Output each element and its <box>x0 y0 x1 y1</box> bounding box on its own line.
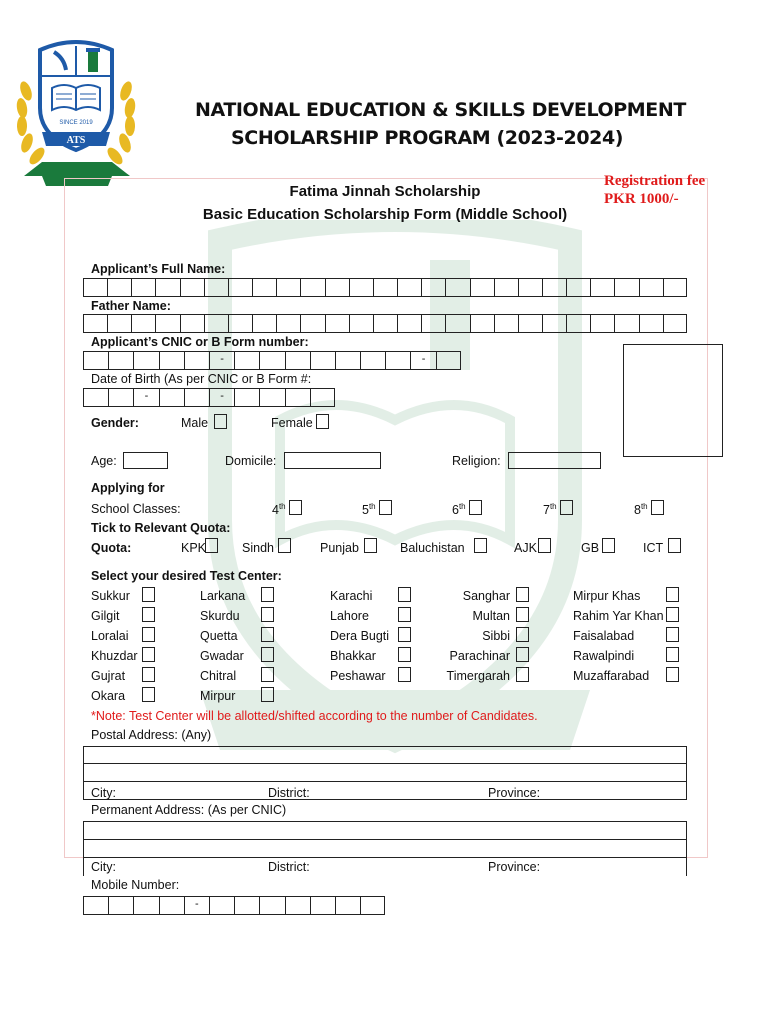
char-box[interactable] <box>133 351 158 370</box>
char-box[interactable] <box>180 278 204 297</box>
quota-sindh-checkbox[interactable] <box>278 538 291 553</box>
center-loralai-checkbox[interactable] <box>142 627 155 642</box>
char-box[interactable] <box>184 351 209 370</box>
postal-city-row[interactable] <box>83 782 687 800</box>
class-number: 4 <box>272 503 279 518</box>
postal-city-label: City: <box>91 786 116 800</box>
center-parachinar-checkbox[interactable] <box>516 647 529 662</box>
class-8-checkbox[interactable] <box>651 500 664 515</box>
father-name-boxes[interactable] <box>83 314 687 333</box>
subtitle-line-2: Basic Education Scholarship Form (Middle School) <box>202 206 568 223</box>
char-box[interactable] <box>204 314 228 333</box>
char-box[interactable] <box>614 314 638 333</box>
center-bhakkar-label: Bhakkar <box>330 649 376 663</box>
char-box[interactable] <box>421 314 445 333</box>
class-5-label <box>362 502 376 517</box>
char-box[interactable] <box>209 896 234 915</box>
postal-address-line-2[interactable] <box>83 764 687 782</box>
char-box[interactable] <box>445 278 469 297</box>
center-rahim-yar-khan-checkbox[interactable] <box>666 607 679 622</box>
char-box[interactable] <box>397 278 421 297</box>
char-box[interactable] <box>373 314 397 333</box>
class-number: 5 <box>362 503 369 518</box>
mobile-number-label: Mobile Number: <box>91 878 180 892</box>
char-box[interactable] <box>131 278 155 297</box>
quota-baluchistan-checkbox[interactable] <box>474 538 487 553</box>
char-box[interactable] <box>204 278 228 297</box>
center-larkana-label: Larkana <box>200 589 246 603</box>
test-center-label: Select your desired Test Center: <box>91 569 282 583</box>
class-6-checkbox[interactable] <box>469 500 482 515</box>
class-4-checkbox[interactable] <box>289 500 302 515</box>
char-box[interactable] <box>566 278 590 297</box>
quota-kpk-checkbox[interactable] <box>205 538 218 553</box>
char-box[interactable] <box>542 314 566 333</box>
char-box[interactable] <box>397 314 421 333</box>
male-label: Male <box>181 416 209 430</box>
title-line-2: SCHOLARSHIP PROGRAM (2023-2024) <box>231 127 624 149</box>
center-peshawar-checkbox[interactable] <box>398 667 411 682</box>
tick-quota-label: Tick to Relevant Quota: <box>91 521 231 535</box>
center-chitral-label: Chitral <box>200 669 237 683</box>
dob-label: Date of Birth (As per CNIC or B Form #: <box>91 372 312 386</box>
center-okara-checkbox[interactable] <box>142 687 155 702</box>
center-chitral-checkbox[interactable] <box>261 667 274 682</box>
char-box[interactable] <box>300 314 324 333</box>
center-multan-label: Multan <box>472 609 510 623</box>
center-sanghar-checkbox[interactable] <box>516 587 529 602</box>
center-khuzdar-checkbox[interactable] <box>142 647 155 662</box>
fee-line-1: Registration fee <box>604 173 706 189</box>
center-karachi-label: Karachi <box>330 589 373 603</box>
logo-abbr: ATS <box>66 135 86 146</box>
note-text: *Note: Test Center will be allotted/shifted according to the number of Candidates. <box>91 709 538 723</box>
center-timergarah-checkbox[interactable] <box>516 667 529 682</box>
class-8-label <box>634 502 648 517</box>
char-box[interactable] <box>285 388 310 407</box>
registration-fee <box>604 172 705 208</box>
char-box[interactable] <box>590 278 614 297</box>
char-box[interactable] <box>155 278 179 297</box>
char-box[interactable] <box>234 351 259 370</box>
center-lahore-checkbox[interactable] <box>398 607 411 622</box>
char-box[interactable] <box>228 314 252 333</box>
center-lahore-label: Lahore <box>330 609 369 623</box>
ats-logo <box>12 36 142 196</box>
char-box[interactable] <box>131 314 155 333</box>
center-gilgit-checkbox[interactable] <box>142 607 155 622</box>
char-box[interactable] <box>542 278 566 297</box>
char-box[interactable] <box>310 388 335 407</box>
center-quetta-checkbox[interactable] <box>261 627 274 642</box>
char-box[interactable] <box>663 314 687 333</box>
center-okara-label: Okara <box>91 689 126 703</box>
permanent-city-row[interactable] <box>83 858 687 876</box>
dash-separator[interactable]: - <box>209 351 234 370</box>
quota-ajk-label: AJK <box>514 541 537 555</box>
quota-ajk-checkbox[interactable] <box>538 538 551 553</box>
char-box[interactable] <box>470 314 494 333</box>
father-name-label: Father Name: <box>91 299 171 313</box>
logo-since: SINCE 2019 <box>59 120 93 126</box>
char-box[interactable] <box>133 896 158 915</box>
char-box[interactable] <box>614 278 638 297</box>
cnic-boxes[interactable] <box>83 351 461 370</box>
quota-kpk-label: KPK <box>181 541 207 555</box>
char-box[interactable] <box>83 896 108 915</box>
char-box[interactable] <box>385 351 410 370</box>
center-larkana-checkbox[interactable] <box>261 587 274 602</box>
center-mirpur-khas-checkbox[interactable] <box>666 587 679 602</box>
center-gwadar-checkbox[interactable] <box>261 647 274 662</box>
char-box[interactable] <box>252 314 276 333</box>
char-box[interactable] <box>349 278 373 297</box>
postal-province-label: Province: <box>488 786 541 800</box>
char-box[interactable] <box>335 351 360 370</box>
class-suffix: th <box>549 502 557 511</box>
subtitle-line-1: Fatima Jinnah Scholarship <box>289 183 481 200</box>
char-box[interactable] <box>83 278 107 297</box>
char-box[interactable] <box>310 351 335 370</box>
permanent-district-label: District: <box>268 860 310 874</box>
char-box[interactable] <box>518 278 542 297</box>
permanent-address-line-2[interactable] <box>83 840 687 858</box>
dash-separator[interactable]: - <box>133 388 158 407</box>
class-number: 6 <box>452 503 459 518</box>
quota-gb-label: GB <box>581 541 600 555</box>
center-karachi-checkbox[interactable] <box>398 587 411 602</box>
quota-ict-checkbox[interactable] <box>668 538 681 553</box>
religion-field[interactable] <box>508 452 601 469</box>
char-box[interactable] <box>566 314 590 333</box>
applying-for-label: Applying for <box>91 481 165 495</box>
char-box[interactable] <box>107 314 131 333</box>
center-mirpur-label: Mirpur <box>200 689 236 703</box>
fee-line-2: PKR 1000/- <box>604 191 679 207</box>
class-4-label <box>272 502 286 517</box>
center-gujrat-label: Gujrat <box>91 669 126 683</box>
class-suffix: th <box>458 502 466 511</box>
class-suffix: th <box>368 502 376 511</box>
title-line-1: NATIONAL EDUCATION & SKILLS DEVELOPMENT <box>195 99 686 121</box>
page-title <box>195 96 686 152</box>
char-box[interactable] <box>325 278 349 297</box>
center-parachinar-label: Parachinar <box>449 649 510 663</box>
char-box[interactable] <box>639 278 663 297</box>
full-name-label: Applicant’s Full Name: <box>91 262 226 276</box>
center-sukkur-label: Sukkur <box>91 589 130 603</box>
char-box[interactable] <box>285 896 310 915</box>
center-rawalpindi-checkbox[interactable] <box>666 647 679 662</box>
class-number: 8 <box>634 503 641 518</box>
quota-label: Quota: <box>91 541 132 555</box>
center-peshawar-label: Peshawar <box>330 669 386 683</box>
class-7-label <box>543 502 557 517</box>
class-5-checkbox[interactable] <box>379 500 392 515</box>
permanent-address-label: Permanent Address: (As per CNIC) <box>91 803 287 817</box>
dob-boxes[interactable] <box>83 388 335 407</box>
center-skurdu-label: Skurdu <box>200 609 240 623</box>
center-gwadar-label: Gwadar <box>200 649 244 663</box>
center-sibbi-checkbox[interactable] <box>516 627 529 642</box>
char-box[interactable] <box>108 388 133 407</box>
female-checkbox[interactable] <box>316 414 329 429</box>
char-box[interactable] <box>494 314 518 333</box>
center-skurdu-checkbox[interactable] <box>261 607 274 622</box>
char-box[interactable] <box>228 278 252 297</box>
female-label: Female <box>271 416 313 430</box>
center-muzaffarabad-checkbox[interactable] <box>666 667 679 682</box>
char-box[interactable] <box>639 314 663 333</box>
permanent-address-line-1[interactable] <box>83 821 687 840</box>
center-faisalabad-checkbox[interactable] <box>666 627 679 642</box>
age-label: Age: <box>91 454 117 468</box>
domicile-label: Domicile: <box>225 454 277 468</box>
char-box[interactable] <box>155 314 179 333</box>
char-box[interactable] <box>83 314 107 333</box>
center-sibbi-label: Sibbi <box>482 629 510 643</box>
dash-separator[interactable]: - <box>184 896 209 915</box>
quota-ict-label: ICT <box>643 541 664 555</box>
center-loralai-label: Loralai <box>91 629 129 643</box>
char-box[interactable] <box>159 351 184 370</box>
school-classes-label: School Classes: <box>91 502 181 516</box>
center-dera-bugti-checkbox[interactable] <box>398 627 411 642</box>
char-box[interactable] <box>276 314 300 333</box>
class-7-checkbox[interactable] <box>560 500 573 515</box>
gender-label: Gender: <box>91 416 139 430</box>
char-box[interactable] <box>259 351 284 370</box>
dash-separator[interactable]: - <box>209 388 234 407</box>
char-box[interactable] <box>445 314 469 333</box>
char-box[interactable] <box>108 896 133 915</box>
char-box[interactable] <box>590 314 614 333</box>
char-box[interactable] <box>470 278 494 297</box>
form-subtitle <box>195 180 575 226</box>
mobile-number-boxes[interactable] <box>83 896 385 915</box>
postal-district-label: District: <box>268 786 310 800</box>
quota-baluchistan-label: Baluchistan <box>400 541 465 555</box>
postal-address-label: Postal Address: (Any) <box>91 728 212 742</box>
religion-label: Religion: <box>452 454 501 468</box>
center-sanghar-label: Sanghar <box>462 589 510 603</box>
center-quetta-label: Quetta <box>200 629 238 643</box>
permanent-city-label: City: <box>91 860 116 874</box>
age-field[interactable] <box>123 452 168 469</box>
permanent-province-label: Province: <box>488 860 541 874</box>
char-box[interactable] <box>335 896 360 915</box>
char-box[interactable] <box>83 351 108 370</box>
quota-punjab-checkbox[interactable] <box>364 538 377 553</box>
quota-gb-checkbox[interactable] <box>602 538 615 553</box>
char-box[interactable] <box>300 278 324 297</box>
char-box[interactable] <box>180 314 204 333</box>
center-faisalabad-label: Faisalabad <box>573 629 635 643</box>
domicile-field[interactable] <box>284 452 381 469</box>
char-box[interactable] <box>421 278 445 297</box>
char-box[interactable] <box>159 388 184 407</box>
char-box[interactable] <box>349 314 373 333</box>
char-box[interactable] <box>436 351 461 370</box>
center-bhakkar-checkbox[interactable] <box>398 647 411 662</box>
center-rawalpindi-label: Rawalpindi <box>573 649 635 663</box>
class-suffix: th <box>278 502 286 511</box>
char-box[interactable] <box>234 896 259 915</box>
char-box[interactable] <box>159 896 184 915</box>
char-box[interactable] <box>663 278 687 297</box>
center-khuzdar-label: Khuzdar <box>91 649 138 663</box>
char-box[interactable] <box>252 278 276 297</box>
center-gujrat-checkbox[interactable] <box>142 667 155 682</box>
center-multan-checkbox[interactable] <box>516 607 529 622</box>
center-timergarah-label: Timergarah <box>446 669 510 683</box>
char-box[interactable] <box>373 278 397 297</box>
cnic-label: Applicant’s CNIC or B Form number: <box>91 335 309 349</box>
quota-punjab-label: Punjab <box>320 541 359 555</box>
center-gilgit-label: Gilgit <box>91 609 120 623</box>
center-mirpur-khas-label: Mirpur Khas <box>573 589 641 603</box>
char-box[interactable] <box>107 278 131 297</box>
char-box[interactable] <box>184 388 209 407</box>
photo-box <box>623 344 723 457</box>
char-box[interactable] <box>108 351 133 370</box>
quota-sindh-label: Sindh <box>242 541 274 555</box>
char-box[interactable] <box>285 351 310 370</box>
char-box[interactable] <box>360 896 385 915</box>
class-suffix: th <box>640 502 648 511</box>
class-number: 7 <box>543 503 550 518</box>
char-box[interactable] <box>494 278 518 297</box>
full-name-boxes[interactable] <box>83 278 687 297</box>
postal-address-line-1[interactable] <box>83 746 687 764</box>
char-box[interactable] <box>234 388 259 407</box>
center-sukkur-checkbox[interactable] <box>142 587 155 602</box>
char-box[interactable] <box>518 314 542 333</box>
class-6-label <box>452 502 466 517</box>
center-dera-bugti-label: Dera Bugti <box>330 629 390 643</box>
dash-separator[interactable]: - <box>410 351 435 370</box>
char-box[interactable] <box>259 896 284 915</box>
male-checkbox[interactable] <box>214 414 227 429</box>
char-box[interactable] <box>325 314 349 333</box>
char-box[interactable] <box>310 896 335 915</box>
char-box[interactable] <box>276 278 300 297</box>
center-mirpur-checkbox[interactable] <box>261 687 274 702</box>
char-box[interactable] <box>360 351 385 370</box>
char-box[interactable] <box>259 388 284 407</box>
center-muzaffarabad-label: Muzaffarabad <box>573 669 650 683</box>
char-box[interactable] <box>83 388 108 407</box>
center-rahim-yar-khan-label: Rahim Yar Khan <box>573 609 664 623</box>
